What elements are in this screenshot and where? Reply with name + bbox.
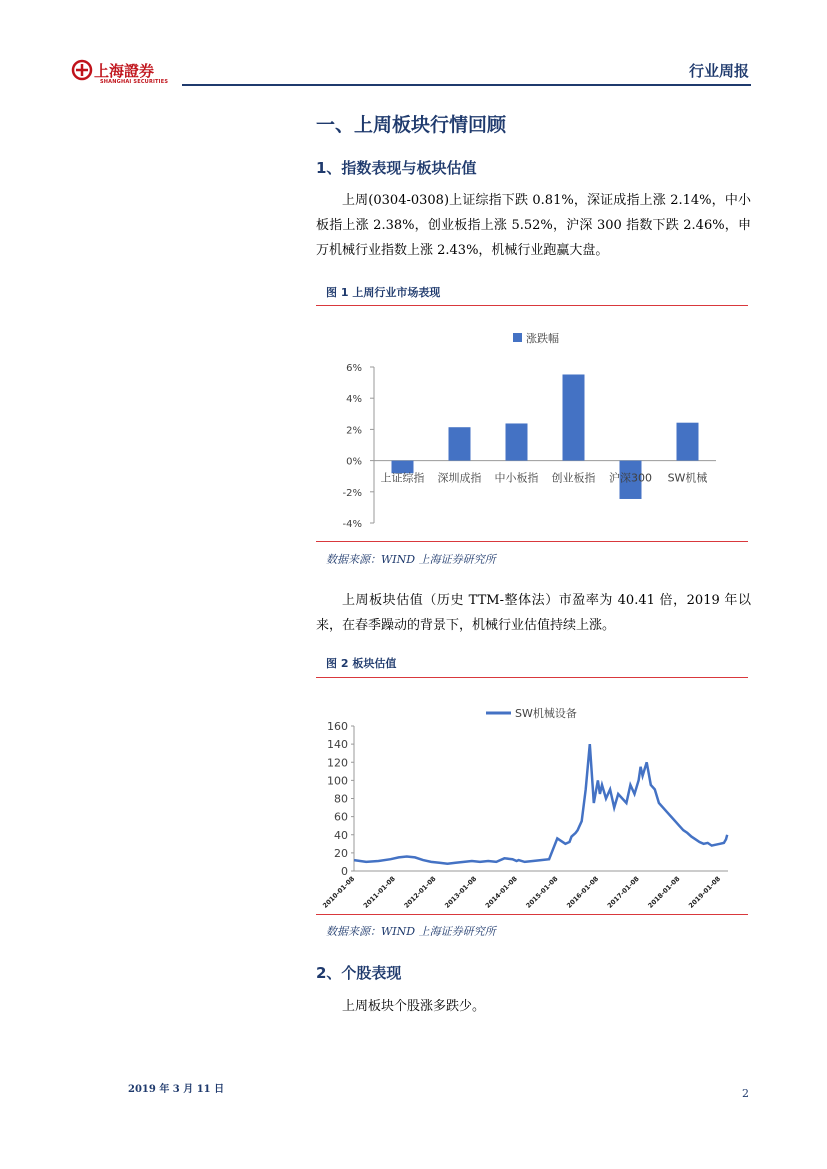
paragraph-stock-performance: 上周板块个股涨多跌少。: [342, 999, 486, 1014]
logo-text: 上海證券: [94, 62, 155, 80]
x-category-label: 上证综指: [380, 471, 425, 485]
legend-label: 涨跌幅: [526, 332, 559, 345]
figure-1-top-rule: [316, 305, 748, 306]
x-tick-label: 2018-01-08: [646, 874, 682, 910]
x-tick-label: 2013-01-08: [443, 874, 479, 910]
x-tick-label: 2016-01-08: [565, 874, 601, 910]
y-tick-label: 160: [327, 720, 348, 733]
bar-chart-market-performance: [316, 320, 748, 535]
figure-1-source: 数据来源：WIND 上海证券研究所: [326, 553, 496, 566]
report-type: 行业周报: [688, 62, 749, 80]
figure-2-source: 数据来源：WIND 上海证券研究所: [326, 925, 496, 938]
y-tick-label: 100: [327, 774, 348, 788]
y-tick-label: 40: [334, 828, 348, 842]
section-title: 一、上周板块行情回顾: [316, 114, 507, 136]
bar: [677, 423, 699, 461]
bar: [563, 374, 585, 460]
x-tick-label: 2017-01-08: [605, 874, 641, 910]
figure-1-bottom-rule: [316, 541, 748, 542]
y-tick-label: 80: [334, 792, 348, 806]
paragraph-index-performance: 上周(0304-0308)上证综指下跌 0.81%，深证成指上涨 2.14%，中小板指上涨 2.38%，创业板指上涨 5.52%，沪深 300 指数下跌 2.46%，申万机械行业指数上涨 2.43%，机械行业跑赢大盘。: [316, 193, 751, 258]
page-number: 2: [742, 1087, 749, 1100]
y-tick-label: 0: [341, 865, 348, 878]
figure-2-title: 图 2 板块估值: [326, 657, 397, 670]
x-category-label: 深圳成指: [437, 471, 482, 485]
line-chart-valuation: [316, 695, 748, 910]
y-tick-label: -4%: [342, 519, 362, 530]
subsection-title-2: 2、个股表现: [316, 964, 402, 982]
x-category-label: SW机械: [667, 471, 708, 485]
legend-swatch: [513, 333, 522, 342]
figure-2-top-rule: [316, 677, 748, 678]
x-category-label: 沪深300: [609, 471, 652, 485]
figure-1-title: 图 1 上周行业市场表现: [326, 286, 441, 299]
x-tick-label: 2010-01-08: [321, 874, 357, 910]
x-tick-label: 2019-01-08: [687, 874, 723, 910]
series-line-sw-machinery: [354, 744, 727, 864]
y-tick-label: 4%: [346, 394, 362, 406]
logo-subtitle: SHANGHAI SECURITIES: [100, 79, 169, 85]
y-tick-label: 140: [327, 738, 348, 752]
y-tick-label: 6%: [346, 363, 362, 374]
header-divider: [182, 84, 751, 86]
subsection-title-1: 1、指数表现与板块估值: [316, 159, 477, 177]
x-tick-label: 2011-01-08: [361, 874, 397, 910]
x-tick-label: 2014-01-08: [483, 874, 519, 910]
y-tick-label: 2%: [346, 425, 362, 437]
paragraph-valuation: 上周板块估值（历史 TTM-整体法）市盈率为 40.41 倍，2019 年以来，在春季躁动的背景下，机械行业估值持续上涨。: [316, 593, 751, 633]
x-category-label: 中小板指: [494, 471, 539, 485]
bar: [506, 423, 528, 460]
bar: [449, 427, 471, 460]
x-tick-label: 2015-01-08: [524, 874, 560, 910]
y-tick-label: 20: [334, 846, 348, 860]
figure-2-bottom-rule: [316, 914, 748, 915]
x-category-label: 创业板指: [551, 471, 596, 485]
y-tick-label: 0%: [346, 456, 362, 468]
y-tick-label: 60: [334, 810, 348, 824]
footer-date: 2019 年 3 月 11 日: [128, 1084, 225, 1095]
legend-label: SW机械设备: [515, 707, 577, 720]
x-tick-label: 2012-01-08: [402, 874, 438, 910]
y-tick-label: -2%: [342, 487, 362, 499]
y-tick-label: 120: [327, 756, 348, 770]
